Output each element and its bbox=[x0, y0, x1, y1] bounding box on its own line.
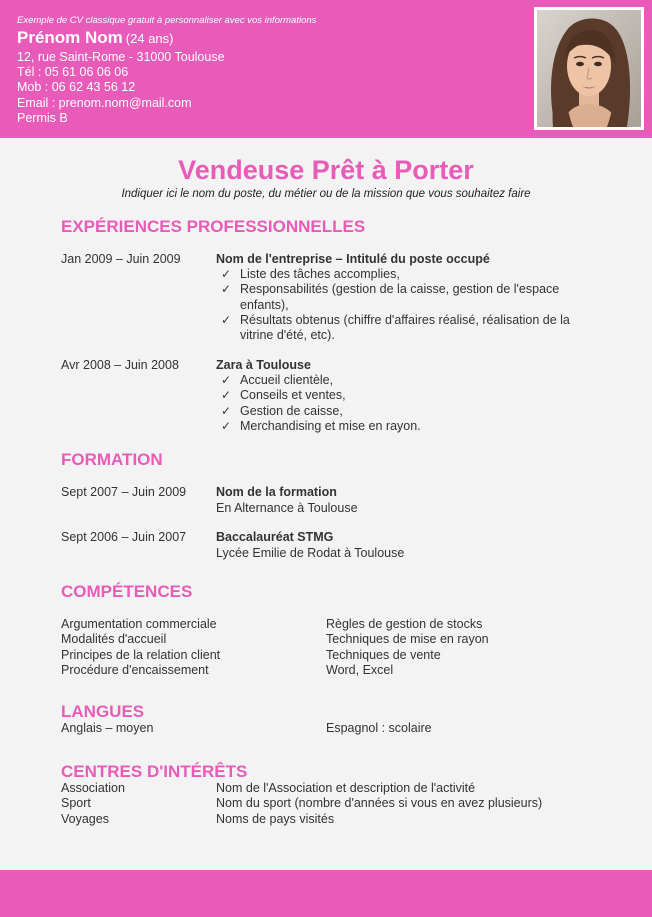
task-list bbox=[216, 373, 600, 434]
experience-entry bbox=[216, 251, 600, 343]
experience-dates: Avr 2008 – Juin 2008 bbox=[61, 358, 179, 372]
check-icon: ✓ bbox=[221, 418, 232, 433]
experience-entry bbox=[216, 357, 600, 434]
interest-label: Association bbox=[61, 781, 125, 795]
section-formation-heading: FORMATION bbox=[61, 450, 163, 469]
header-banner bbox=[0, 0, 652, 138]
profile-photo-frame bbox=[534, 7, 644, 130]
formation-entry bbox=[216, 484, 358, 516]
footer-banner bbox=[0, 870, 652, 917]
profile-photo bbox=[537, 10, 641, 127]
check-icon: ✓ bbox=[221, 388, 232, 403]
language-item: Espagnol : scolaire bbox=[326, 721, 432, 735]
competences-left-column bbox=[61, 617, 220, 679]
task-item bbox=[216, 267, 600, 282]
competence-item: Argumentation commerciale bbox=[61, 617, 217, 631]
phone: Tél : 05 61 06 06 06 bbox=[17, 65, 129, 80]
interest-detail: Nom du sport (nombre d'années si vous en avez plusieurs) bbox=[216, 796, 543, 811]
interests-details-column bbox=[216, 781, 542, 827]
candidate-age: (24 ans) bbox=[125, 31, 174, 46]
driving-license: Permis B bbox=[17, 110, 68, 125]
candidate-name: Prénom Nom bbox=[17, 28, 123, 47]
section-interets-heading: CENTRES D'INTÉRÊTS bbox=[61, 762, 248, 781]
task-text: Conseils et ventes, bbox=[240, 388, 346, 403]
formation-entry bbox=[216, 529, 404, 561]
task-text: Liste des tâches accomplies, bbox=[240, 267, 400, 281]
job-title: Vendeuse Prêt à Porter bbox=[178, 155, 474, 185]
competence-item: Word, Excel bbox=[326, 663, 394, 678]
task-item bbox=[216, 419, 600, 434]
experience-dates: Jan 2009 – Juin 2009 bbox=[61, 252, 181, 266]
formation-dates: Sept 2006 – Juin 2007 bbox=[61, 530, 187, 544]
formation-dates: Sept 2007 – Juin 2009 bbox=[61, 485, 187, 499]
interest-detail: Noms de pays visités bbox=[216, 811, 335, 826]
formation-title: Baccalauréat STMG bbox=[216, 530, 334, 544]
check-icon: ✓ bbox=[221, 403, 232, 418]
portrait-image bbox=[537, 10, 641, 127]
formation-detail: En Alternance à Toulouse bbox=[216, 501, 358, 515]
formation-detail: Lycée Emilie de Rodat à Toulouse bbox=[216, 546, 405, 560]
section-experiences-heading: EXPÉRIENCES PROFESSIONNELLES bbox=[61, 217, 366, 236]
language-item: Anglais – moyen bbox=[61, 721, 154, 735]
competences-right-column bbox=[326, 617, 489, 679]
task-text: Merchandising et mise en rayon. bbox=[240, 418, 421, 433]
check-icon: ✓ bbox=[221, 267, 232, 281]
email: Email : prenom.nom@mail.com bbox=[17, 95, 192, 110]
interest-label: Sport bbox=[61, 796, 91, 811]
task-list bbox=[216, 267, 600, 343]
task-item bbox=[216, 282, 600, 313]
task-text: Résultats obtenus (chiffre d'affaires réalisé, réalisation de la vitrine d'été, etc). bbox=[240, 312, 570, 343]
section-competences-heading: COMPÉTENCES bbox=[61, 582, 193, 601]
job-subtitle: Indiquer ici le nom du poste, du métier ou de la mission que vous souhaitez faire bbox=[121, 188, 531, 200]
check-icon: ✓ bbox=[221, 312, 232, 327]
section-langues-heading: LANGUES bbox=[61, 702, 145, 721]
address: 12, rue Saint-Rome - 31000 Toulouse bbox=[17, 50, 225, 64]
tagline: Exemple de CV classique gratuit à personnaliser avec vos informations bbox=[17, 15, 317, 26]
task-item bbox=[216, 404, 600, 419]
competence-item: Procédure d'encaissement bbox=[61, 663, 209, 678]
interest-detail: Nom de l'Association et description de l'activité bbox=[216, 781, 476, 795]
contact-block bbox=[17, 50, 225, 126]
competence-item: Techniques de mise en rayon bbox=[326, 632, 489, 647]
task-text: Gestion de caisse, bbox=[240, 403, 343, 418]
check-icon: ✓ bbox=[221, 373, 232, 387]
mobile: Mob : 06 62 43 56 12 bbox=[17, 80, 136, 95]
interests-labels-column bbox=[61, 781, 125, 827]
interest-label: Voyages bbox=[61, 811, 109, 826]
competence-item: Techniques de vente bbox=[326, 647, 441, 662]
task-item bbox=[216, 388, 600, 403]
check-icon: ✓ bbox=[221, 282, 232, 297]
task-item bbox=[216, 313, 600, 344]
formation-title: Nom de la formation bbox=[216, 485, 337, 499]
name-line bbox=[17, 28, 174, 48]
experience-title: Zara à Toulouse bbox=[216, 358, 311, 372]
experience-title: Nom de l'entreprise – Intitulé du poste occupé bbox=[216, 252, 490, 266]
task-text: Responsabilités (gestion de la caisse, gestion de l'espace enfants), bbox=[240, 282, 560, 312]
competence-item: Règles de gestion de stocks bbox=[326, 617, 483, 631]
competence-item: Modalités d'accueil bbox=[61, 632, 167, 647]
task-item bbox=[216, 373, 600, 388]
competence-item: Principes de la relation client bbox=[61, 647, 221, 662]
task-text: Accueil clientèle, bbox=[240, 373, 334, 387]
